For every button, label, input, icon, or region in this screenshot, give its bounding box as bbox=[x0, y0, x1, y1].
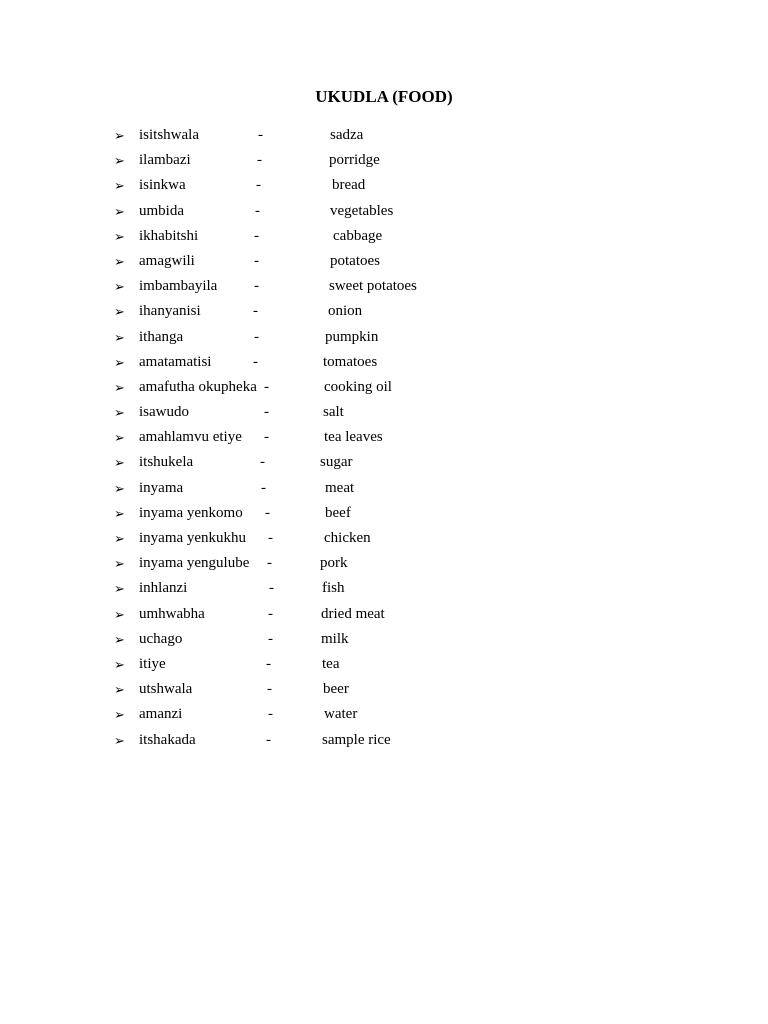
list-item bbox=[114, 173, 554, 198]
list-item bbox=[114, 123, 554, 148]
arrow-bullet-icon: ➢ bbox=[114, 329, 125, 345]
list-item bbox=[114, 325, 554, 350]
separator-dash: - bbox=[264, 378, 269, 395]
list-item bbox=[114, 526, 554, 551]
separator-dash: - bbox=[268, 530, 273, 546]
list-item bbox=[114, 224, 554, 249]
english-meaning: meat bbox=[325, 479, 355, 496]
english-meaning: sample rice bbox=[322, 731, 391, 748]
list-item bbox=[114, 199, 554, 224]
arrow-bullet-icon: ➢ bbox=[114, 178, 125, 194]
english-meaning: onion bbox=[328, 303, 363, 320]
separator-dash: - bbox=[269, 580, 274, 597]
english-meaning: sugar bbox=[320, 454, 353, 471]
list-item bbox=[114, 350, 554, 375]
english-meaning: tea bbox=[322, 655, 340, 672]
english-meaning: bread bbox=[332, 177, 366, 194]
separator-dash: - bbox=[253, 303, 258, 320]
ndebele-term: inhlanzi bbox=[139, 580, 188, 597]
arrow-bullet-icon: ➢ bbox=[114, 379, 125, 395]
list-item bbox=[114, 627, 554, 652]
list-item bbox=[114, 400, 554, 425]
ndebele-term: ikhabitshi bbox=[139, 227, 199, 244]
separator-dash: - bbox=[268, 605, 273, 622]
separator-dash: - bbox=[264, 429, 269, 446]
english-meaning: water bbox=[324, 706, 358, 723]
list-item bbox=[114, 702, 554, 727]
list-item bbox=[114, 677, 554, 702]
list-item bbox=[114, 476, 554, 501]
list-item bbox=[114, 375, 554, 400]
arrow-bullet-icon: ➢ bbox=[114, 606, 125, 622]
separator-dash: - bbox=[268, 630, 273, 647]
list-item bbox=[114, 576, 554, 601]
separator-dash: - bbox=[254, 252, 259, 269]
list-item bbox=[114, 425, 554, 450]
arrow-bullet-icon: ➢ bbox=[114, 203, 125, 219]
ndebele-term: itshakada bbox=[139, 731, 196, 748]
ndebele-term: ithanga bbox=[139, 328, 184, 345]
arrow-bullet-icon: ➢ bbox=[114, 128, 125, 143]
english-meaning: vegetables bbox=[330, 202, 394, 219]
vocabulary-list bbox=[114, 123, 554, 753]
english-meaning: milk bbox=[321, 630, 349, 647]
separator-dash: - bbox=[268, 706, 273, 723]
english-meaning: cooking oil bbox=[324, 378, 392, 395]
arrow-bullet-icon: ➢ bbox=[114, 556, 125, 572]
separator-dash: - bbox=[260, 454, 265, 471]
separator-dash: - bbox=[254, 278, 259, 295]
arrow-bullet-icon: ➢ bbox=[114, 253, 125, 269]
ndebele-term: amanzi bbox=[139, 706, 183, 723]
list-item bbox=[114, 602, 554, 627]
separator-dash: - bbox=[258, 127, 263, 143]
separator-dash: - bbox=[257, 152, 262, 169]
separator-dash: - bbox=[253, 353, 258, 370]
ndebele-term: itshukela bbox=[139, 454, 194, 471]
ndebele-term: inyama yenkomo bbox=[139, 504, 243, 521]
arrow-bullet-icon: ➢ bbox=[114, 279, 125, 295]
english-meaning: beef bbox=[325, 504, 351, 521]
ndebele-term: ihanyanisi bbox=[139, 303, 201, 320]
arrow-bullet-icon: ➢ bbox=[114, 505, 125, 521]
separator-dash: - bbox=[256, 177, 261, 194]
english-meaning: pork bbox=[320, 555, 348, 572]
arrow-bullet-icon: ➢ bbox=[114, 682, 125, 698]
ndebele-term: umhwabha bbox=[139, 605, 205, 622]
separator-dash: - bbox=[254, 328, 259, 345]
ndebele-term: inyama bbox=[139, 479, 184, 496]
ndebele-term: itiye bbox=[139, 655, 166, 672]
list-item bbox=[114, 652, 554, 677]
list-item bbox=[114, 299, 554, 324]
list-item bbox=[114, 450, 554, 475]
arrow-bullet-icon: ➢ bbox=[114, 707, 125, 723]
english-meaning: cabbage bbox=[333, 227, 383, 244]
arrow-bullet-icon: ➢ bbox=[114, 732, 125, 748]
ndebele-term: inyama yenkukhu bbox=[139, 530, 247, 546]
ndebele-term: amafutha okupheka bbox=[139, 378, 257, 395]
ndebele-term: ilambazi bbox=[139, 152, 191, 169]
list-item bbox=[114, 551, 554, 576]
arrow-bullet-icon: ➢ bbox=[114, 304, 125, 320]
english-meaning: salt bbox=[323, 404, 344, 421]
ndebele-term: utshwala bbox=[139, 681, 193, 698]
list-item bbox=[114, 249, 554, 274]
english-meaning: beer bbox=[323, 681, 349, 698]
arrow-bullet-icon: ➢ bbox=[114, 656, 125, 672]
arrow-bullet-icon: ➢ bbox=[114, 153, 125, 169]
separator-dash: - bbox=[267, 681, 272, 698]
list-item bbox=[114, 728, 554, 753]
english-meaning: dried meat bbox=[321, 605, 385, 622]
separator-dash: - bbox=[254, 227, 259, 244]
separator-dash: - bbox=[264, 404, 269, 421]
page-title: UKUDLA (FOOD) bbox=[315, 87, 453, 106]
ndebele-term: amagwili bbox=[139, 252, 195, 269]
english-meaning: tomatoes bbox=[323, 353, 378, 370]
arrow-bullet-icon: ➢ bbox=[114, 354, 125, 370]
ndebele-term: inyama yengulube bbox=[139, 555, 250, 572]
separator-dash: - bbox=[267, 555, 272, 572]
english-meaning: sweet potatoes bbox=[329, 278, 417, 295]
arrow-bullet-icon: ➢ bbox=[114, 631, 125, 647]
arrow-bullet-icon: ➢ bbox=[114, 480, 125, 496]
separator-dash: - bbox=[265, 504, 270, 521]
separator-dash: - bbox=[255, 202, 260, 219]
separator-dash: - bbox=[261, 479, 266, 496]
english-meaning: pumpkin bbox=[325, 328, 379, 345]
ndebele-term: uchago bbox=[139, 630, 183, 647]
ndebele-term: umbida bbox=[139, 202, 184, 219]
list-item bbox=[114, 274, 554, 299]
arrow-bullet-icon: ➢ bbox=[114, 581, 125, 597]
list-item bbox=[114, 148, 554, 173]
ndebele-term: amahlamvu etiye bbox=[139, 429, 242, 446]
english-meaning: fish bbox=[322, 580, 345, 597]
ndebele-term: imbambayila bbox=[139, 278, 218, 295]
ndebele-term: isinkwa bbox=[139, 177, 186, 194]
english-meaning: sadza bbox=[330, 127, 364, 143]
ndebele-term: isitshwala bbox=[139, 127, 199, 143]
separator-dash: - bbox=[266, 731, 271, 748]
arrow-bullet-icon: ➢ bbox=[114, 228, 125, 244]
separator-dash: - bbox=[266, 655, 271, 672]
english-meaning: porridge bbox=[329, 152, 380, 169]
ndebele-term: amatamatisi bbox=[139, 353, 212, 370]
english-meaning: potatoes bbox=[330, 252, 380, 269]
arrow-bullet-icon: ➢ bbox=[114, 531, 125, 546]
list-item bbox=[114, 501, 554, 526]
ndebele-term: isawudo bbox=[139, 404, 189, 421]
arrow-bullet-icon: ➢ bbox=[114, 430, 125, 446]
arrow-bullet-icon: ➢ bbox=[114, 455, 125, 471]
arrow-bullet-icon: ➢ bbox=[114, 405, 125, 421]
english-meaning: tea leaves bbox=[324, 429, 383, 446]
english-meaning: chicken bbox=[324, 530, 371, 546]
